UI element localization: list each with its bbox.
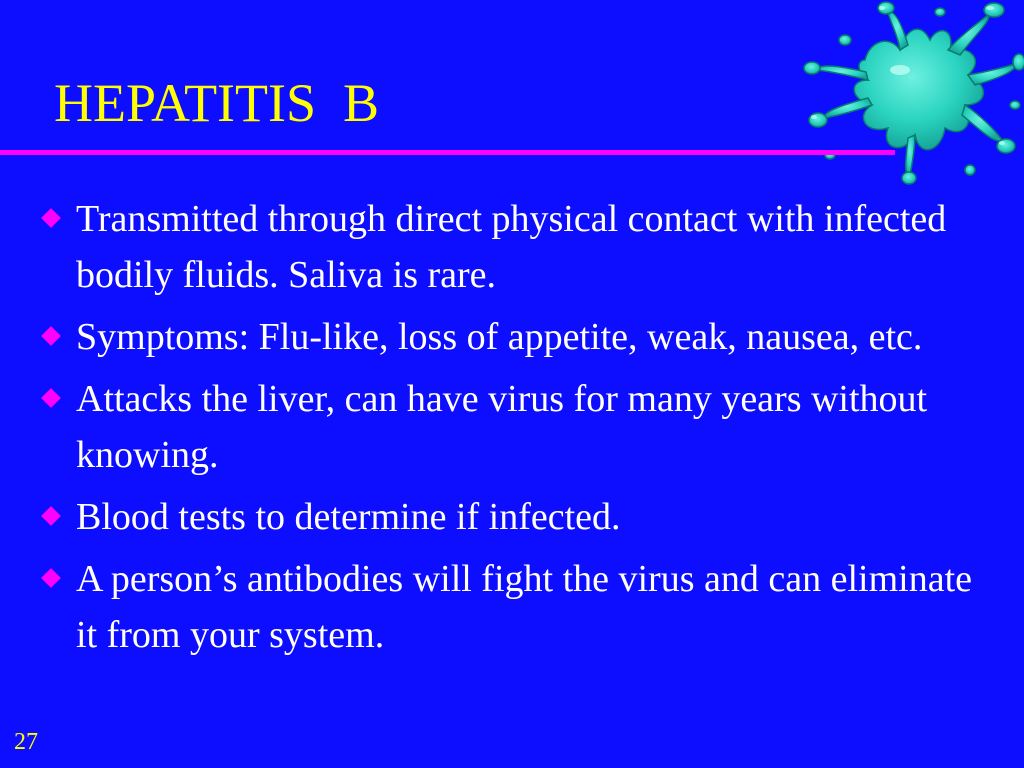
- diamond-bullet-icon: [41, 388, 61, 408]
- diamond-bullet-icon: [41, 506, 61, 526]
- bullet-text: Symptoms: Flu-like, loss of appetite, weak, nausea, etc.: [76, 316, 923, 358]
- bullet-item: [36, 371, 986, 483]
- diamond-bullet-icon: [41, 208, 61, 228]
- bullet-item: [36, 191, 986, 303]
- slide-number: 27: [14, 729, 38, 755]
- bullet-item: [36, 551, 986, 663]
- diamond-bullet-icon: [41, 326, 61, 346]
- title-underline: [0, 150, 895, 155]
- bullet-text: A person’s antibodies will fight the virus and can eliminate it from your system.: [76, 558, 972, 656]
- diamond-bullet-icon: [41, 568, 61, 588]
- paint-splat-icon: [770, 0, 1024, 185]
- bullet-item: [36, 489, 986, 545]
- bullet-text: Attacks the liver, can have virus for many years without knowing.: [76, 378, 928, 476]
- bullet-text: Transmitted through direct physical contact with infected bodily fluids. Saliva is rare.: [76, 198, 947, 296]
- bullet-list: [36, 191, 986, 669]
- slide-title: HEPATITIS B: [54, 73, 380, 133]
- bullet-item: [36, 309, 986, 365]
- bullet-text: Blood tests to determine if infected.: [76, 496, 621, 538]
